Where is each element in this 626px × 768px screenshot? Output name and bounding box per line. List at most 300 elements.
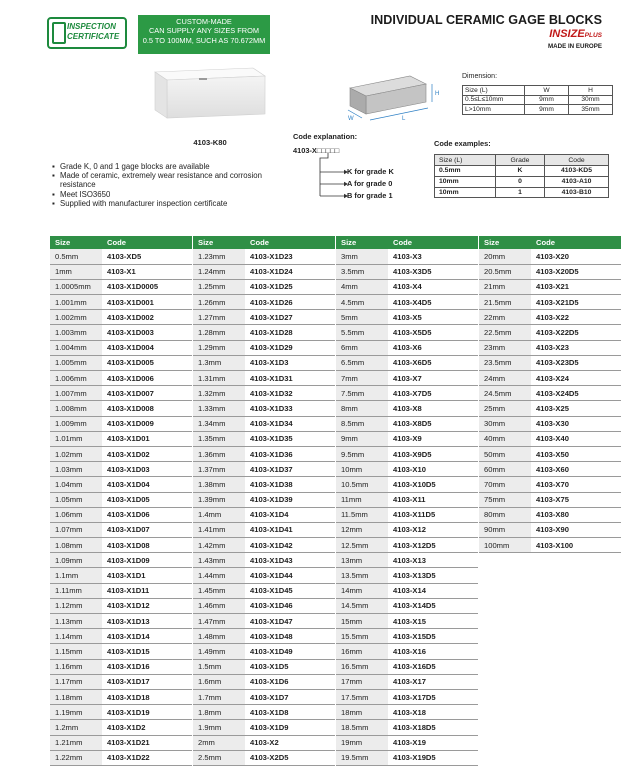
- code-cell: 4103-X10D5: [388, 477, 478, 492]
- table-row: [479, 295, 621, 310]
- code-pattern: 4103-X□□□□□: [293, 146, 340, 155]
- code-cell: 4103-X1D5: [245, 659, 335, 674]
- size-cell: 11.5mm: [336, 507, 388, 522]
- size-cell: 13.5mm: [336, 568, 388, 583]
- dimension-title: Dimension:: [462, 73, 498, 80]
- size-cell: 1.002mm: [50, 310, 102, 325]
- table-row: [479, 401, 621, 416]
- table-row: [336, 446, 478, 461]
- feature-item: ▪ Grade K, 0 and 1 gage blocks are available: [52, 162, 277, 171]
- code-cell: 4103-X1D0005: [102, 279, 192, 294]
- grade-option: K for grade K: [347, 167, 394, 176]
- code-cell: 4103-X21: [531, 279, 621, 294]
- code-cell: 4103-X1D2: [102, 720, 192, 735]
- size-cell: 1.2mm: [50, 720, 102, 735]
- code-cell: 4103-X1D02: [102, 446, 192, 461]
- code-cell: 4103-X30: [531, 416, 621, 431]
- code-cell: 4103-X1D33: [245, 401, 335, 416]
- table-row: [479, 264, 621, 279]
- size-cell: 1.36mm: [193, 446, 245, 461]
- code-cell: 4103-X1D11: [102, 583, 192, 598]
- product-image: [145, 66, 267, 120]
- table-row: [479, 386, 621, 401]
- size-cell: 1.9mm: [193, 720, 245, 735]
- size-cell: 8.5mm: [336, 416, 388, 431]
- table-row: [193, 431, 335, 446]
- table-row: [336, 401, 478, 416]
- table-row: [193, 355, 335, 370]
- table-cell: 10mm: [435, 187, 496, 198]
- code-cell: 4103-X1D09: [102, 553, 192, 568]
- code-cell: 4103-X5D5: [388, 325, 478, 340]
- table-row: [336, 750, 478, 765]
- code-cell: 4103-X1D9: [245, 720, 335, 735]
- code-cell: 4103-X1D004: [102, 340, 192, 355]
- size-cell: 1.28mm: [193, 325, 245, 340]
- size-cell: 1.19mm: [50, 705, 102, 720]
- size-cell: 12mm: [336, 522, 388, 537]
- code-header: Code: [102, 236, 192, 249]
- page-title: INDIVIDUAL CERAMIC GAGE BLOCKS: [370, 13, 602, 27]
- code-cell: 4103-X1D35: [245, 431, 335, 446]
- code-cell: 4103-X4D5: [388, 295, 478, 310]
- size-cell: 60mm: [479, 462, 531, 477]
- table-header-row: [193, 236, 335, 249]
- table-cell: K: [496, 166, 545, 177]
- size-cell: 19mm: [336, 735, 388, 750]
- table-row: [336, 735, 478, 750]
- size-cell: 1.3mm: [193, 355, 245, 370]
- code-cell: 4103-X1D003: [102, 325, 192, 340]
- size-cell: 1.42mm: [193, 538, 245, 553]
- table-row: [193, 735, 335, 750]
- code-cell: 4103-X2D5: [245, 750, 335, 765]
- size-cell: 18mm: [336, 705, 388, 720]
- table-row: [479, 279, 621, 294]
- code-cell: 4103-X1D6: [245, 674, 335, 689]
- table-row: [50, 735, 192, 750]
- table-row: [193, 446, 335, 461]
- code-cell: 4103-X13: [388, 553, 478, 568]
- size-cell: 1.04mm: [50, 477, 102, 492]
- size-cell: 4mm: [336, 279, 388, 294]
- table-row: [336, 644, 478, 659]
- table-cell: L>10mm: [463, 105, 525, 115]
- code-cell: 4103-X75: [531, 492, 621, 507]
- code-explanation-title: Code explanation:: [293, 132, 358, 141]
- code-cell: 4103-X1D19: [102, 705, 192, 720]
- code-cell: 4103-X1D36: [245, 446, 335, 461]
- size-cell: 1mm: [50, 264, 102, 279]
- size-cell: 1.09mm: [50, 553, 102, 568]
- size-cell: 1.004mm: [50, 340, 102, 355]
- size-cell: 16.5mm: [336, 659, 388, 674]
- table-row: [193, 507, 335, 522]
- feature-item: ▪ Supplied with manufacturer inspection certificate: [52, 199, 277, 208]
- table-row: [336, 249, 478, 264]
- size-cell: 1.29mm: [193, 340, 245, 355]
- size-cell: 1.8mm: [193, 705, 245, 720]
- size-header: Size: [336, 236, 388, 249]
- code-cell: 4103-X1D42: [245, 538, 335, 553]
- size-cell: 8mm: [336, 401, 388, 416]
- table-cell: 9mm: [525, 105, 569, 115]
- code-cell: 4103-X1D006: [102, 371, 192, 386]
- table-row: [50, 401, 192, 416]
- size-cell: 12.5mm: [336, 538, 388, 553]
- header-cell: Grade: [496, 155, 545, 166]
- code-cell: 4103-X1D47: [245, 614, 335, 629]
- table-row: [336, 583, 478, 598]
- table-row: [193, 689, 335, 704]
- code-cell: 4103-X18: [388, 705, 478, 720]
- table-row: [479, 355, 621, 370]
- code-cell: 4103-X15D5: [388, 629, 478, 644]
- code-cell: 4103-X1D32: [245, 386, 335, 401]
- size-cell: 6.5mm: [336, 355, 388, 370]
- table-row: [479, 371, 621, 386]
- code-cell: 4103-X1: [102, 264, 192, 279]
- size-cell: 20.5mm: [479, 264, 531, 279]
- size-cell: 50mm: [479, 446, 531, 461]
- size-cell: 1.06mm: [50, 507, 102, 522]
- table-row: [336, 705, 478, 720]
- code-cell: 4103-X1D23: [245, 249, 335, 264]
- size-cell: 1.005mm: [50, 355, 102, 370]
- size-cell: 10mm: [336, 462, 388, 477]
- size-cell: 17.5mm: [336, 689, 388, 704]
- code-cell: 4103-X9D5: [388, 446, 478, 461]
- table-row: [50, 279, 192, 294]
- code-cell: 4103-X1D04: [102, 477, 192, 492]
- code-cell: 4103-X7: [388, 371, 478, 386]
- header-cell: H: [569, 86, 613, 96]
- banner-line: CUSTOM-MADE: [176, 17, 232, 26]
- code-cell: 4103-X1D44: [245, 568, 335, 583]
- size-cell: 1.13mm: [50, 614, 102, 629]
- size-cell: 0.5mm: [50, 249, 102, 264]
- size-cell: 1.009mm: [50, 416, 102, 431]
- code-cell: 4103-X1D1: [102, 568, 192, 583]
- table-row: [336, 689, 478, 704]
- table-row: [336, 431, 478, 446]
- size-cell: 1.24mm: [193, 264, 245, 279]
- table-row: [479, 340, 621, 355]
- table-row: [50, 340, 192, 355]
- size-cell: 1.18mm: [50, 689, 102, 704]
- size-cell: 7.5mm: [336, 386, 388, 401]
- size-cell: 1.45mm: [193, 583, 245, 598]
- table-row: [193, 629, 335, 644]
- code-cell: 4103-X1D39: [245, 492, 335, 507]
- code-cell: 4103-X1D001: [102, 295, 192, 310]
- table-row: [479, 431, 621, 446]
- table-row: [435, 166, 609, 177]
- table-row: [193, 720, 335, 735]
- size-cell: 14.5mm: [336, 598, 388, 613]
- table-cell: 4103-KD5: [545, 166, 609, 177]
- table-row: [336, 340, 478, 355]
- table-row: [479, 477, 621, 492]
- size-cell: 24mm: [479, 371, 531, 386]
- table-row: [50, 568, 192, 583]
- table-row: [336, 355, 478, 370]
- size-cell: 2.5mm: [193, 750, 245, 765]
- table-row: [479, 249, 621, 264]
- size-cell: 22mm: [479, 310, 531, 325]
- size-cell: 15mm: [336, 614, 388, 629]
- table-row: [50, 720, 192, 735]
- code-cell: 4103-X5: [388, 310, 478, 325]
- table-row: [193, 674, 335, 689]
- table-row: [50, 295, 192, 310]
- table-row: [193, 553, 335, 568]
- table-row: [50, 705, 192, 720]
- code-cell: 4103-X21D5: [531, 295, 621, 310]
- code-cell: 4103-X24D5: [531, 386, 621, 401]
- size-header: Size: [479, 236, 531, 249]
- code-cell: 4103-X1D7: [245, 689, 335, 704]
- code-cell: 4103-X1D45: [245, 583, 335, 598]
- code-cell: 4103-X100: [531, 538, 621, 553]
- product-label: 4103-K80: [193, 138, 227, 147]
- code-cell: 4103-X1D16: [102, 659, 192, 674]
- table-row: [193, 659, 335, 674]
- code-cell: 4103-X8D5: [388, 416, 478, 431]
- table-row: [50, 583, 192, 598]
- size-cell: 1.38mm: [193, 477, 245, 492]
- code-cell: 4103-X1D43: [245, 553, 335, 568]
- table-row: [479, 446, 621, 461]
- table-row: [50, 462, 192, 477]
- size-cell: 24.5mm: [479, 386, 531, 401]
- table-row: [50, 629, 192, 644]
- table-row: [193, 705, 335, 720]
- code-cell: 4103-X17D5: [388, 689, 478, 704]
- code-cell: 4103-X24: [531, 371, 621, 386]
- table-cell: 4103-A10: [545, 176, 609, 187]
- inspection-certificate-badge: [47, 17, 127, 49]
- code-cell: 4103-X14D5: [388, 598, 478, 613]
- code-cell: 4103-X1D009: [102, 416, 192, 431]
- size-cell: 1.03mm: [50, 462, 102, 477]
- table-row: [50, 249, 192, 264]
- made-in-label: MADE IN EUROPE: [548, 43, 602, 50]
- size-cell: 17mm: [336, 674, 388, 689]
- size-cell: 18.5mm: [336, 720, 388, 735]
- width-label: W: [348, 116, 354, 122]
- code-cell: 4103-X22: [531, 310, 621, 325]
- size-cell: 1.46mm: [193, 598, 245, 613]
- table-row: [479, 325, 621, 340]
- size-cell: 1.34mm: [193, 416, 245, 431]
- table-row: [336, 477, 478, 492]
- code-cell: 4103-X1D15: [102, 644, 192, 659]
- code-examples-title: Code examples:: [434, 139, 491, 148]
- code-cell: 4103-X1D34: [245, 416, 335, 431]
- code-cell: 4103-X22D5: [531, 325, 621, 340]
- table-row: [50, 598, 192, 613]
- size-cell: 1.6mm: [193, 674, 245, 689]
- code-cell: 4103-X1D48: [245, 629, 335, 644]
- table-row: [50, 386, 192, 401]
- code-cell: 4103-X15: [388, 614, 478, 629]
- size-code-table-4: [479, 236, 621, 553]
- table-row: [50, 674, 192, 689]
- code-cell: 4103-X40: [531, 431, 621, 446]
- size-cell: 1.44mm: [193, 568, 245, 583]
- size-cell: 9.5mm: [336, 446, 388, 461]
- table-row: [50, 644, 192, 659]
- table-row: [336, 538, 478, 553]
- table-row: [336, 492, 478, 507]
- code-cell: 4103-X1D24: [245, 264, 335, 279]
- size-cell: 4.5mm: [336, 295, 388, 310]
- gage-block-diagram: [344, 62, 444, 124]
- code-cell: 4103-X1D01: [102, 431, 192, 446]
- code-cell: 4103-X13D5: [388, 568, 478, 583]
- code-cell: 4103-X1D008: [102, 401, 192, 416]
- code-cell: 4103-X1D03: [102, 462, 192, 477]
- table-row: [193, 249, 335, 264]
- code-cell: 4103-X1D31: [245, 371, 335, 386]
- size-cell: 1.01mm: [50, 431, 102, 446]
- header-cell: Size (L): [435, 155, 496, 166]
- code-cell: 4103-X70: [531, 477, 621, 492]
- table-row: [336, 614, 478, 629]
- table-row: [479, 462, 621, 477]
- code-cell: 4103-X1D07: [102, 522, 192, 537]
- code-cell: 4103-X23: [531, 340, 621, 355]
- code-cell: 4103-X1D005: [102, 355, 192, 370]
- table-row: [50, 416, 192, 431]
- table-row: [50, 355, 192, 370]
- code-cell: 4103-X17: [388, 674, 478, 689]
- size-code-table-1: [50, 236, 192, 766]
- size-cell: 1.25mm: [193, 279, 245, 294]
- code-cell: 4103-X1D14: [102, 629, 192, 644]
- code-cell: 4103-X1D22: [102, 750, 192, 765]
- size-code-table-3: [336, 236, 478, 766]
- table-row: [336, 598, 478, 613]
- code-cell: 4103-X1D49: [245, 644, 335, 659]
- size-cell: 80mm: [479, 507, 531, 522]
- size-cell: 20mm: [479, 249, 531, 264]
- code-cell: 4103-X1D27: [245, 310, 335, 325]
- certificate-badge-text: INSPECTION CERTIFICATE: [67, 22, 120, 41]
- table-row: [50, 310, 192, 325]
- table-row: [193, 614, 335, 629]
- table-cell: 9mm: [525, 95, 569, 105]
- table-row: [336, 264, 478, 279]
- code-cell: 4103-X1D46: [245, 598, 335, 613]
- code-cell: 4103-X16D5: [388, 659, 478, 674]
- size-cell: 13mm: [336, 553, 388, 568]
- size-cell: 1.08mm: [50, 538, 102, 553]
- size-cell: 1.0005mm: [50, 279, 102, 294]
- size-cell: 1.5mm: [193, 659, 245, 674]
- code-cell: 4103-X23D5: [531, 355, 621, 370]
- code-cell: 4103-X1D3: [245, 355, 335, 370]
- table-row: [193, 401, 335, 416]
- size-cell: 9mm: [336, 431, 388, 446]
- size-cell: 1.02mm: [50, 446, 102, 461]
- table-row: [50, 538, 192, 553]
- code-cell: 4103-X1D4: [245, 507, 335, 522]
- table-row: [435, 176, 609, 187]
- grade-option: A for grade 0: [347, 179, 393, 188]
- table-row: [479, 416, 621, 431]
- size-cell: 25mm: [479, 401, 531, 416]
- table-row: [193, 477, 335, 492]
- brand-logo: [512, 28, 602, 40]
- size-cell: 1.006mm: [50, 371, 102, 386]
- code-header: Code: [388, 236, 478, 249]
- size-cell: 40mm: [479, 431, 531, 446]
- code-cell: 4103-X1D26: [245, 295, 335, 310]
- size-cell: 5mm: [336, 310, 388, 325]
- table-cell: 10mm: [435, 176, 496, 187]
- size-cell: 1.41mm: [193, 522, 245, 537]
- code-cell: 4103-X2: [245, 735, 335, 750]
- code-cell: 4103-X10: [388, 462, 478, 477]
- code-cell: 4103-X4: [388, 279, 478, 294]
- size-cell: 70mm: [479, 477, 531, 492]
- size-cell: 15.5mm: [336, 629, 388, 644]
- code-cell: 4103-X25: [531, 401, 621, 416]
- table-row: [50, 371, 192, 386]
- header-cell: Size (L): [463, 86, 525, 96]
- size-cell: 14mm: [336, 583, 388, 598]
- table-row: [50, 614, 192, 629]
- size-cell: 11mm: [336, 492, 388, 507]
- size-cell: 1.07mm: [50, 522, 102, 537]
- size-cell: 1.22mm: [50, 750, 102, 765]
- size-cell: 1.37mm: [193, 462, 245, 477]
- size-cell: 100mm: [479, 538, 531, 553]
- code-cell: 4103-X1D18: [102, 689, 192, 704]
- table-row: [463, 95, 613, 105]
- code-cell: 4103-X12D5: [388, 538, 478, 553]
- table-row: [50, 507, 192, 522]
- size-cell: 1.31mm: [193, 371, 245, 386]
- size-cell: 1.32mm: [193, 386, 245, 401]
- size-cell: 1.11mm: [50, 583, 102, 598]
- code-cell: 4103-X1D41: [245, 522, 335, 537]
- code-cell: 4103-X80: [531, 507, 621, 522]
- size-cell: 10.5mm: [336, 477, 388, 492]
- size-cell: 1.007mm: [50, 386, 102, 401]
- code-cell: 4103-X11D5: [388, 507, 478, 522]
- table-row: [193, 538, 335, 553]
- table-row: [336, 279, 478, 294]
- table-row: [193, 340, 335, 355]
- size-cell: 2mm: [193, 735, 245, 750]
- size-cell: 1.4mm: [193, 507, 245, 522]
- grade-option: B for grade 1: [347, 191, 393, 200]
- table-header-row: [463, 86, 613, 96]
- table-row: [336, 325, 478, 340]
- table-row: [193, 279, 335, 294]
- size-cell: 1.23mm: [193, 249, 245, 264]
- table-header-row: [50, 236, 192, 249]
- table-row: [193, 598, 335, 613]
- code-cell: 4103-X19D5: [388, 750, 478, 765]
- size-cell: 1.47mm: [193, 614, 245, 629]
- code-cell: 4103-X60: [531, 462, 621, 477]
- table-row: [336, 462, 478, 477]
- table-header-row: [435, 155, 609, 166]
